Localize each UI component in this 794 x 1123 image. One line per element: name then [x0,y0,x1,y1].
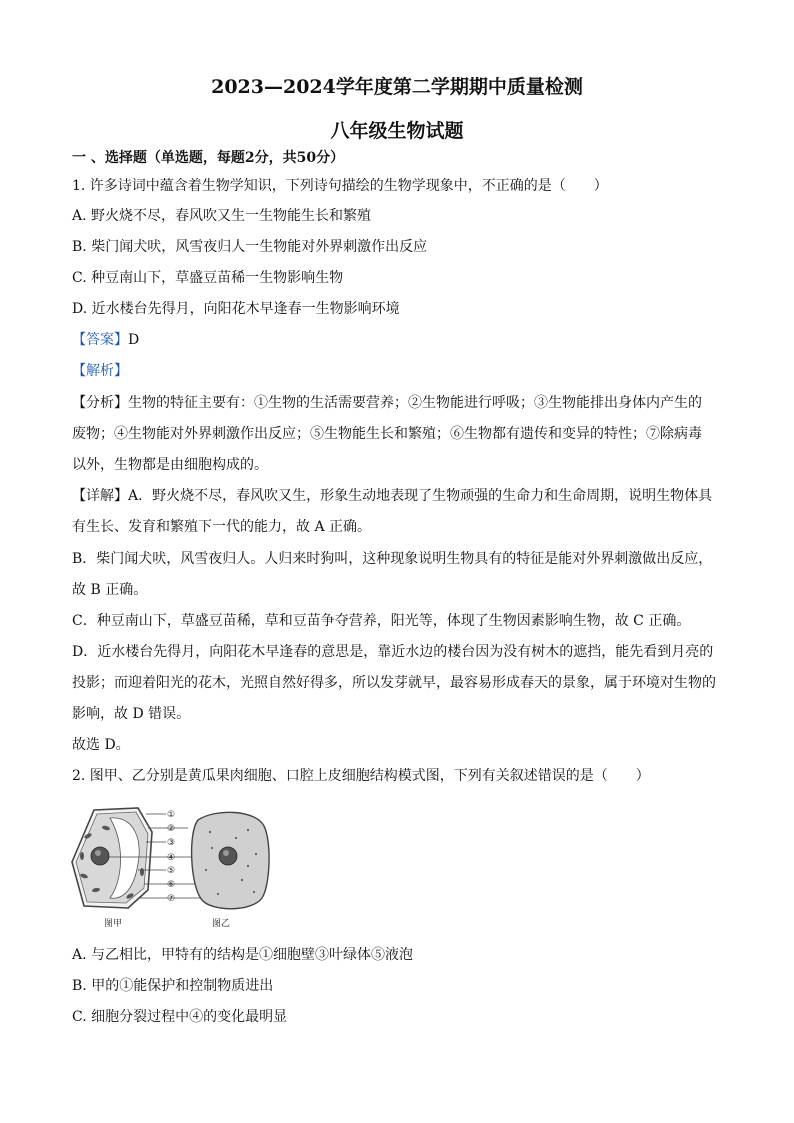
q1-option-d: D. 近水楼台先得月，向阳花木早逢春一生物影响环境 [72,301,400,317]
xiangjie-line-7: 投影；而迎着阳光的花木，光照自然好得多，所以发芽就早，最容易形成春天的景象，属于环境对生物的 [72,675,716,691]
label-7: ⑦ [167,894,176,904]
q1-option-c: C. 种豆南山下，草盛豆苗稀一生物影响生物 [72,270,344,286]
answer-tag: 【答案】 [72,332,128,348]
q2-option-b: B. 甲的①能保护和控制物质进出 [72,978,274,994]
label-5: ⑤ [167,866,176,876]
plant-cell-nucleus [91,847,109,865]
caption-right: 图乙 [212,919,231,929]
analysis-tag-line [72,361,732,381]
analysis-tag: 【解析】 [72,363,128,379]
section-heading: 一 、选择题（单选题，每题2分，共50分） [72,150,345,166]
xiangjie-line-6: D．近水楼台先得月，向阳花木早逢春的意思是，靠近水边的楼台因为没有树木的遮挡，能先看到月亮的 [72,644,714,660]
q2-option-c: C. 细胞分裂过程中④的变化最明显 [72,1009,288,1025]
plant-nucleus-highlight [95,850,101,856]
animal-nucleus-highlight [223,850,229,856]
q2-option-a: A. 与乙相比，甲特有的结构是①细胞壁③叶绿体⑤液泡 [72,947,414,963]
q1-option-b: B. 柴门闻犬吠，风雪夜归人一生物能对外界刺激作出反应 [72,239,428,255]
caption-left: 图甲 [104,919,123,929]
fenxi-line-1 [72,393,732,413]
exam-title: 2023—2024学年度第二学期期中质量检测 [211,76,583,98]
q1-stem: 1. 许多诗词中蕴含着生物学知识，下列诗句描绘的生物学现象中，不正确的是（ ） [72,178,608,194]
xiangjie-line-1 [72,486,732,506]
fenxi-tag: 【分析】 [72,395,128,411]
label-3: ③ [167,838,176,848]
fenxi-text-1: 生物的特征主要有：①生物的生活需要营养；②生物能进行呼吸；③生物能排出身体内产生的 [128,395,702,411]
xiangjie-line-4: 故 B 正确。 [72,582,148,598]
cell-diagram-figure [66,802,276,932]
exam-subtitle: 八年级生物试题 [330,120,464,142]
q1-option-a: A. 野火烧不尽，春风吹又生一生物能生长和繁殖 [72,208,372,224]
animal-cell-nucleus [219,847,237,865]
q2-stem: 2. 图甲、乙分别是黄瓜果肉细胞、口腔上皮细胞结构模式图，下列有关叙述错误的是（ ） [72,768,650,784]
xiangjie-line-8: 影响，故 D 错误。 [72,706,191,722]
fenxi-line-3: 以外，生物都是由细胞构成的。 [72,457,268,473]
label-6: ⑥ [167,880,176,890]
label-4: ④ [167,853,176,863]
xiangjie-text-1: A．野火烧不尽，春风吹又生，形象生动地表现了生物顽强的生命力和生命周期，说明生物体具 [128,488,713,504]
xiangjie-line-3: B．柴门闻犬吠，风雪夜归人。人归来时狗叫，这种现象说明生物具有的特征是能对外界刺激做出反应， [72,551,713,567]
label-group [167,810,175,904]
xiangjie-tag: 【详解】 [72,488,128,504]
label-2: ② [167,824,176,834]
xiangjie-line-5: C．种豆南山下，草盛豆苗稀，草和豆苗争夺营养，阳光等，体现了生物因素影响生物，故 C 正确。 [72,613,691,629]
answer-value: D [128,332,140,348]
label-1: ① [167,810,176,820]
q1-answer-line [72,330,732,350]
xiangjie-line-9: 故选 D。 [72,737,130,753]
fenxi-line-2: 废物；④生物能对外界刺激作出反应；⑤生物能生长和繁殖；⑥生物都有遗传和变异的特性；⑦除病毒 [72,426,702,442]
xiangjie-line-2: 有生长、发育和繁殖下一代的能力，故 A 正确。 [72,519,372,535]
